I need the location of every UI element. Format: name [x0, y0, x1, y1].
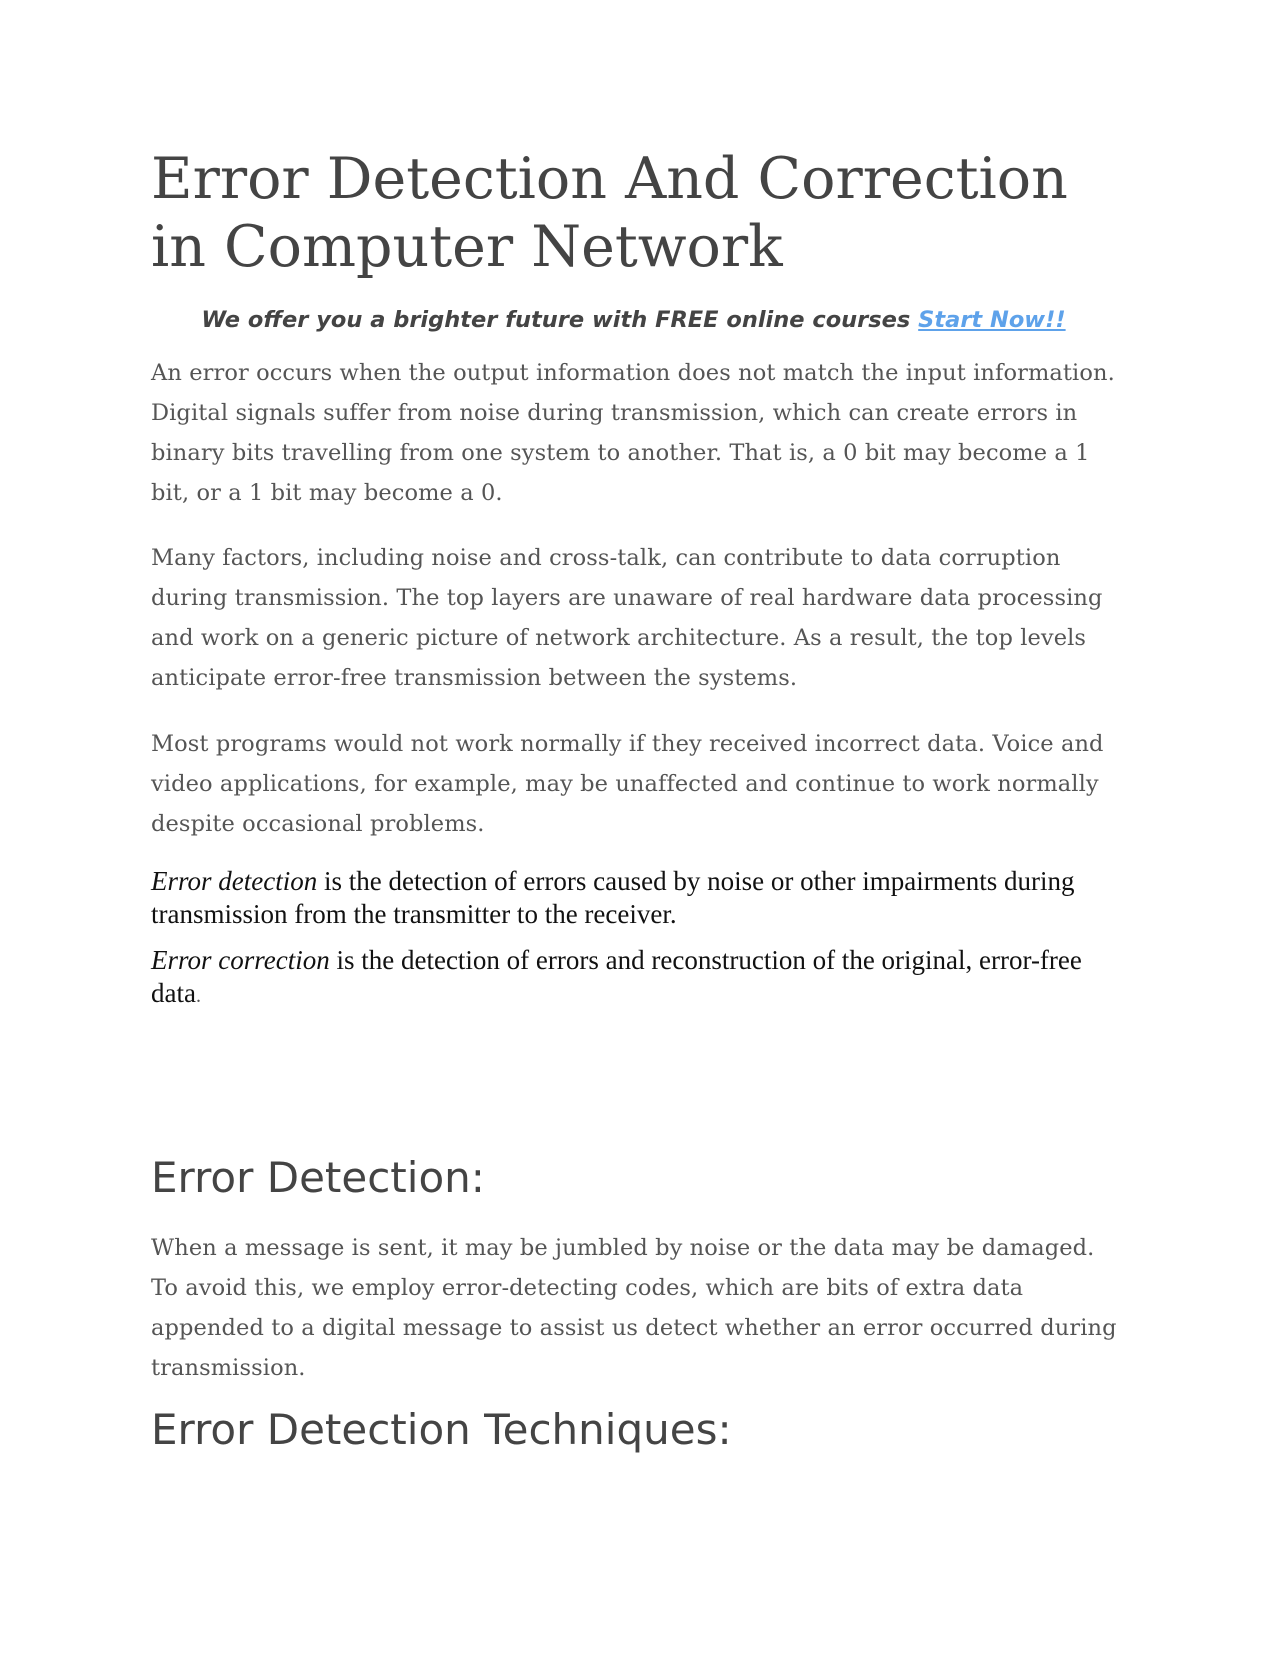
start-now-link[interactable]: Start Now!! [918, 307, 1066, 333]
intro-paragraph-3: Most programs would not work normally if they received incorrect data. Voice and video applications, for example, may be unaffected and continue to work normally despite occasional problems. [151, 731, 1104, 837]
intro-paragraph-1: An error occurs when the output information does not match the input information. Digital signals suffer from noise during transmission, which can create errors in binary bits travelling from one system to another. That is, a 0 bit may become a 1 bit, or a 1 bit may become a 0. [151, 360, 1115, 506]
error-detection-term: Error detection [151, 866, 318, 896]
error-detection-techniques-heading: Error Detection Techniques: [151, 1405, 732, 1454]
promo-banner [151, 304, 1116, 336]
error-detection-definition-text: is the detection of errors caused by noise or other impairments during transmission from the transmitter to the receiver. [151, 866, 1075, 929]
error-detection-heading: Error Detection: [151, 1153, 485, 1202]
page-title: Error Detection And Correction in Computer Network [151, 146, 1068, 280]
error-detection-paragraph: When a message is sent, it may be jumbled by noise or the data may be damaged. To avoid this, we employ error-detecting codes, which are bits of extra data appended to a digital message to assist us detect whether an error occurred during transmission. [151, 1235, 1117, 1381]
promo-text: We offer you a brighter future with FREE online courses [201, 307, 911, 333]
error-correction-term: Error correction [151, 945, 330, 975]
error-correction-period: . [195, 985, 201, 1007]
error-correction-definition-text: is the detection of errors and reconstruction of the original, error-free data [151, 945, 1082, 1008]
intro-paragraph-2: Many factors, including noise and cross-talk, can contribute to data corruption during transmission. The top layers are unaware of real hardware data processing and work on a generic picture of network architecture. As a result, the top levels anticipate error-free transmission between the systems. [151, 545, 1103, 691]
error-detection-definition [151, 865, 1116, 931]
error-correction-definition [151, 944, 1116, 1013]
